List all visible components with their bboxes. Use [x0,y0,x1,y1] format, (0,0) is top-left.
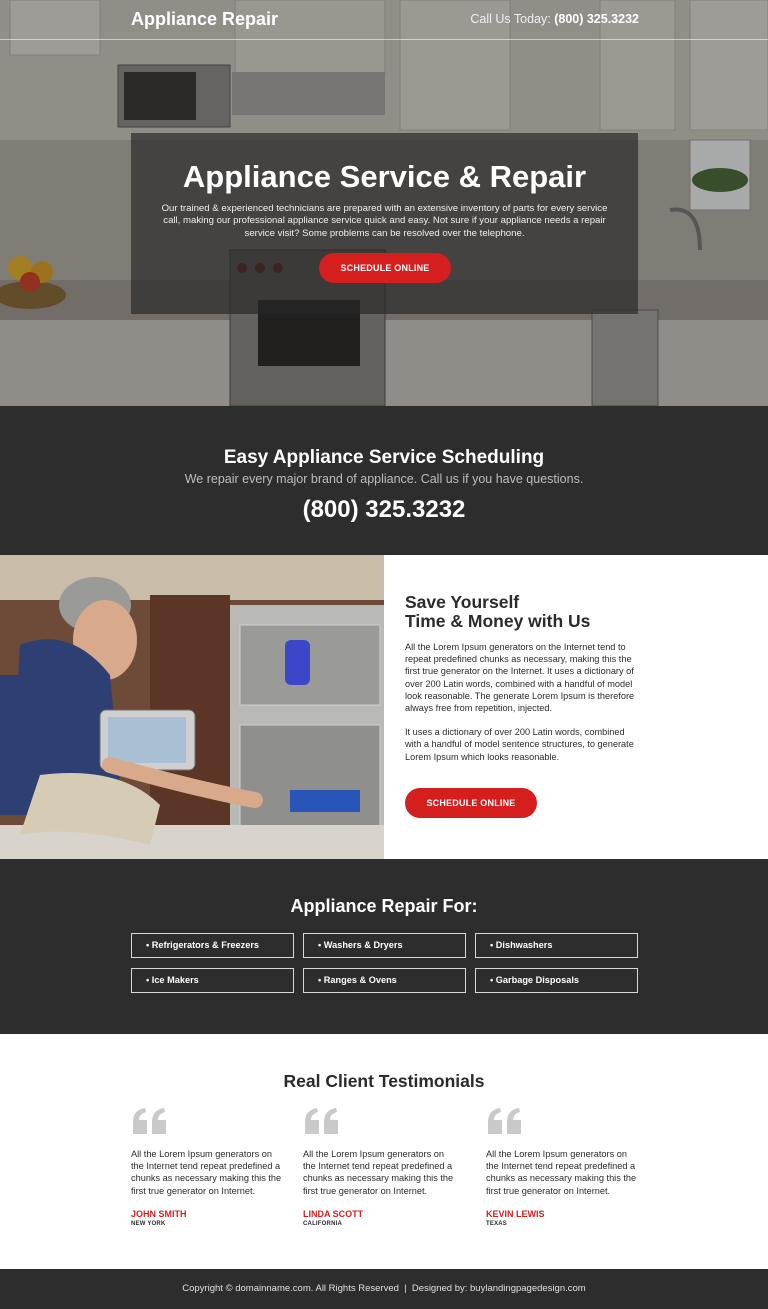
scheduling-phone-link[interactable]: (800) 325.3232 [302,496,466,523]
testimonial-name: KEVIN LEWIS [486,1208,545,1219]
site-logo[interactable]: Appliance Repair [131,9,279,29]
repair-item-washers: • Washers & Dryers [303,933,466,958]
technician-photo [0,555,384,859]
repair-item-dishwashers: • Dishwashers [475,933,638,958]
testimonials-title: Real Client Testimonials [283,1071,485,1091]
save-section [0,555,768,859]
testimonial-card [486,1106,641,1227]
repair-for-title: Appliance Repair For: [290,896,478,916]
testimonial-location: CALIFORNIA [303,1220,342,1227]
testimonial-card [131,1106,286,1227]
testimonial-text: All the Lorem Ipsum generators on the Internet tend repeat predefined a chunks as necessary making this the first true generator on Internet. [303,1149,454,1196]
scheduling-section [0,406,768,555]
header-phone-link[interactable]: (800) 325.3232 [554,12,639,26]
footer-copyright: Copyright © domainname.com. All Rights Reserved | Designed by: buylandingpagedesign.com [182,1283,586,1294]
call-us-text [470,12,639,26]
save-paragraph-2: It uses a dictionary of over 200 Latin words, combined with a handful of model sentence structures, to generate Lorem Ipsum which looks reasonable. [405,727,634,762]
quote-icon [303,1106,341,1136]
repair-for-section [0,859,768,1034]
save-paragraph-1: All the Lorem Ipsum generators on the Internet tend to repeat predefined chunks as necessary, making this the first true generator on the Internet. It uses a dictionary of over 200 Latin words, combined with a handful of model look reasonable. The generate Lorem Ipsum is therefore always free from repetition, injected. [405,642,635,714]
testimonial-name: LINDA SCOTT [303,1208,364,1219]
testimonial-card [303,1106,458,1227]
testimonial-location: TEXAS [486,1220,508,1227]
quote-icon [486,1106,524,1136]
scheduling-subtitle: We repair every major brand of appliance. Call us if you have questions. [184,472,584,486]
testimonials-section [0,1034,768,1269]
save-title-line1: Save Yourself [405,592,520,612]
top-bar [0,0,768,40]
repair-item-ranges: • Ranges & Ovens [303,968,466,993]
save-content [405,593,641,763]
testimonial-text: All the Lorem Ipsum generators on the Internet tend repeat predefined a chunks as necessary making this the first true generator on Internet. [486,1149,637,1196]
repair-item-refrigerators: • Refrigerators & Freezers [131,933,294,958]
repair-item-garbage-disposals: • Garbage Disposals [475,968,638,993]
save-schedule-button[interactable]: SCHEDULE ONLINE [405,788,537,818]
hero-description: Our trained & experienced technicians are prepared with an extensive inventory of parts for every service call, making our professional appliance service quick and easy. Not sure if your appliance needs a repair service visit? Some problems can be resolved over the telephone. [161,203,608,239]
testimonial-text: All the Lorem Ipsum generators on the Internet tend repeat predefined a chunks as necessary making this the first true generator on Internet. [131,1149,282,1196]
hero-schedule-button[interactable]: SCHEDULE ONLINE [319,253,451,283]
save-title-line2: Time & Money with Us [405,611,591,631]
hero-section [0,0,768,406]
footer [0,1269,768,1309]
testimonial-name: JOHN SMITH [131,1208,187,1219]
save-title [405,593,641,631]
quote-icon [131,1106,169,1136]
hero-title: Appliance Service & Repair [182,159,587,194]
testimonial-location: NEW YORK [131,1220,166,1227]
repair-item-ice-makers: • Ice Makers [131,968,294,993]
scheduling-title: Easy Appliance Service Scheduling [223,447,545,468]
technician-image [0,555,384,859]
call-label: Call Us Today: [470,12,551,26]
hero-panel [131,133,638,314]
